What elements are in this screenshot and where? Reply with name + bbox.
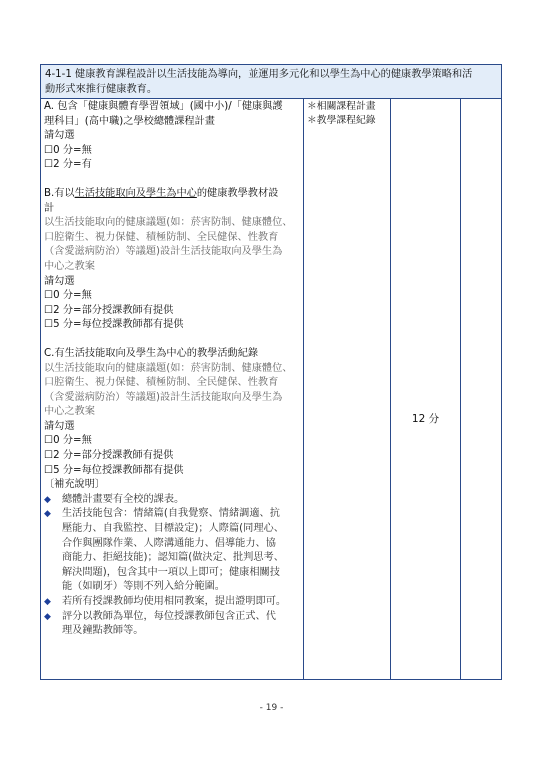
section-b-title-pre: B.有以 (44, 187, 75, 199)
section-a-option-1[interactable]: ☐2 分=有 (44, 159, 92, 171)
notes-heading: 〔補充說明〕 (44, 479, 106, 491)
diamond-bullet-icon: ◆ (44, 494, 51, 505)
indicator-line-2: 動形式來推行健康教育。 (45, 84, 158, 95)
score-column (391, 99, 461, 679)
note-2-line-2: 合作與團隊作業、人際溝通能力、倡導能力、協 (62, 537, 276, 549)
section-b-desc-0: 以生活技能取向的健康議題(如：菸害防制、健康體位、 (44, 217, 293, 229)
section-b-option-1[interactable]: ☐2 分=部分授課教師有提供 (44, 304, 174, 316)
page-number: - 19 - (259, 703, 284, 713)
section-c-option-0[interactable]: ☐0 分=無 (44, 435, 92, 447)
section-b-option-2[interactable]: ☐5 分=每位授課教師都有提供 (44, 319, 184, 331)
note-3-line-0: 若所有授課教師均使用相同教案，提出證明即可。 (62, 596, 287, 607)
doc-item-1: ＊教學課程紀錄 (307, 115, 376, 126)
note-1-line-0: 總體計畫要有全校的課表。 (62, 493, 185, 505)
section-c-desc-2: （含愛滋病防治）等議題)設計生活技能取向及學生為 (44, 391, 283, 403)
diamond-bullet-icon: ◆ (44, 611, 51, 622)
note-2-line-0: 生活技能包含：情緒篇(自我覺察、情緒調適、抗 (62, 508, 280, 520)
criteria-column (41, 99, 304, 679)
documents-column (304, 99, 391, 679)
section-b-desc-1: 口腔衛生、視力保健、積極防制、全民健保、性教育 (44, 231, 279, 243)
note-item (44, 610, 300, 639)
note-2-line-1: 壓能力、自我監控、目標設定)；人際篇(同理心、 (62, 523, 284, 535)
indicator-header (41, 65, 501, 99)
note-2-line-3: 商能力、拒絕技能)；認知篇(做決定、批判思考、 (62, 552, 284, 564)
diamond-bullet-icon: ◆ (44, 509, 51, 520)
section-c-title: C.有生活技能取向及學生為中心的教學活動紀錄 (44, 347, 259, 359)
section-b-desc-2: （含愛滋病防治）等議題)設計生活技能取向及學生為 (44, 246, 283, 258)
diamond-bullet-icon: ◆ (44, 597, 51, 607)
self-evaluation-column (461, 99, 501, 679)
doc-item-0: ＊相關課程計畫 (307, 101, 376, 112)
note-4-line-0: 評分以教師為單位，每位授課教師包含正式、代 (62, 610, 276, 622)
section-c-check-label: 請勾選 (44, 420, 75, 432)
section-a-title-1: A. 包含「健康與體育學習領域」(國中小)/「健康與護 (44, 101, 283, 112)
note-item (44, 507, 300, 595)
section-b-title-2: 計 (44, 202, 55, 214)
section-a-option-0[interactable]: ☐0 分=無 (44, 144, 92, 156)
section-a-check-label: 請勾選 (44, 130, 75, 142)
section-c-desc-1: 口腔衛生、視力保健、積極防制、全民健保、性教育 (44, 377, 279, 389)
section-c-desc-3: 中心之教案 (44, 406, 95, 418)
section-b-title (44, 187, 300, 202)
note-item (44, 493, 300, 508)
section-b-title-post: 的健康教學教材設 (196, 187, 279, 199)
note-4-line-1: 理及鐘點教師等。 (62, 625, 144, 637)
section-b-title-underlined: 生活技能取向及學生為中心 (74, 187, 197, 199)
section-a-title-2: 理科目」(高中職)之學校總體課程計畫 (44, 115, 215, 127)
section-b-desc-3: 中心之教案 (44, 260, 95, 272)
note-item (44, 595, 300, 610)
note-2-line-5: 能（如刷牙）等則不列入給分範圍。 (62, 581, 225, 593)
evaluation-table (40, 64, 502, 680)
section-b-option-0[interactable]: ☐0 分=無 (44, 290, 92, 302)
section-c-option-2[interactable]: ☐5 分=每位授課教師都有提供 (44, 464, 184, 476)
section-c-option-1[interactable]: ☐2 分=部分授課教師有提供 (44, 450, 174, 462)
score-value: 12 分 (411, 413, 440, 425)
section-c-desc-0: 以生活技能取向的健康議題(如：菸害防制、健康體位、 (44, 362, 293, 374)
section-b-check-label: 請勾選 (44, 275, 75, 287)
note-2-line-4: 解決問題)，包含其中一項以上即可；健康相關技 (62, 566, 280, 578)
indicator-line-1: 4-1-1 健康教育課程設計以生活技能為導向，並運用多元化和以學生為中心的健康教學策略和活 (45, 69, 473, 80)
